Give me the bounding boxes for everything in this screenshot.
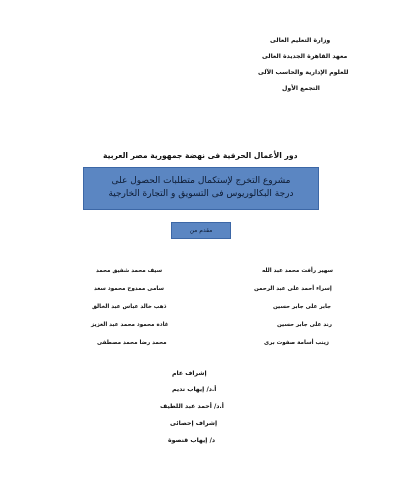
general-supervisor-2: أ.د/ أحمد عبد اللطيف [160, 403, 224, 410]
member-right-5: زينب أسامة صفوت برى [264, 340, 330, 346]
statistical-supervision-label: إشراف إحصائى [170, 420, 218, 427]
member-right-3: جابر على جابر حسين [273, 304, 332, 310]
project-line-1: مشروع التخرج لإستكمال متطلبات الحصول على [111, 176, 291, 186]
member-left-3: ذهب خالد عباس عبد الخالق [92, 304, 167, 310]
statistical-supervisor-1: د/ إيهاب قنصوة [168, 437, 216, 444]
general-supervision-label: إشراف عام [172, 370, 207, 377]
ministry-name: وزارة التعليم العالى [270, 37, 331, 44]
member-left-5: محمد رضا محمد مصطفى [97, 340, 167, 346]
faculty-name: للعلوم الإدارية والحاسب الآلى [258, 69, 349, 76]
project-line-2: درجة البكالوريوس فى التسويق و التجارة الخارجية [108, 189, 294, 199]
project-title-box [83, 167, 319, 210]
subject-title: دور الأعمال الحرفية فى نهضة جمهورية مصر العربية [103, 151, 298, 160]
presented-by-box [171, 222, 231, 239]
general-supervisor-1: أ.د/ إيهاب نديم [172, 386, 217, 393]
member-left-4: غادة محمود محمد عبد العزيز [91, 322, 169, 328]
presented-by-label: مقدم من [189, 227, 213, 234]
institute-name: معهد القاهرة الجديدة العالى [262, 53, 348, 60]
member-right-1: سهير رأفت محمد عبد الله [262, 268, 333, 274]
member-left-1: سيف محمد شفيق محمد [96, 268, 163, 274]
member-right-2: إسراء أحمد على عبد الرحمن [254, 286, 332, 292]
member-right-4: رند على جابر حسين [277, 322, 332, 328]
member-left-2: سامى ممدوح محمود سعد [94, 286, 165, 292]
cluster-name: التجمع الأول [282, 85, 320, 92]
